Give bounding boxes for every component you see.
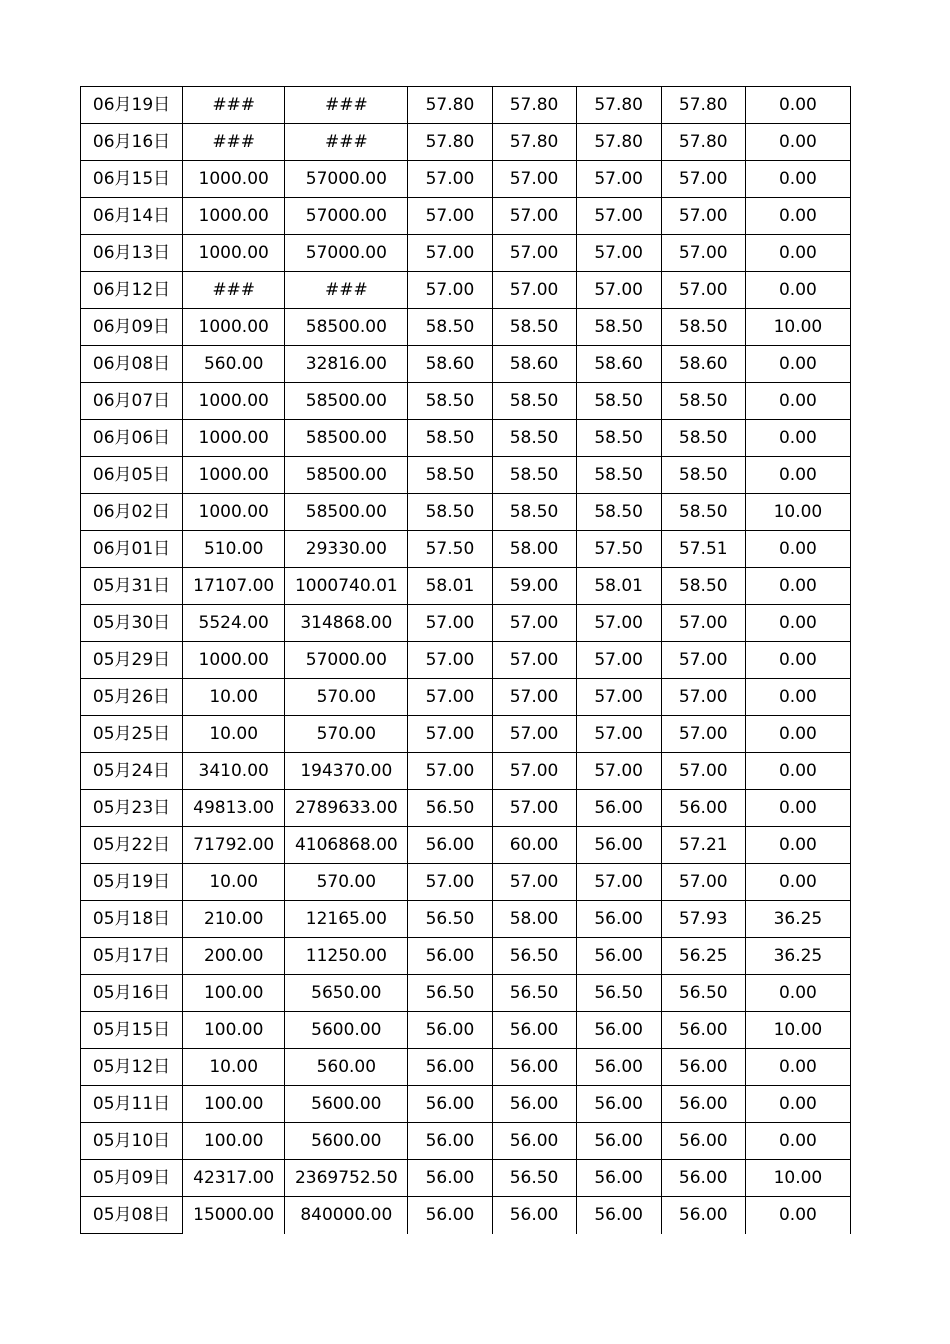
close-cell: 57.93 — [661, 901, 745, 938]
amount-cell: 32816.00 — [285, 346, 408, 383]
low-cell: 57.00 — [576, 753, 661, 790]
amount-cell: 5650.00 — [285, 975, 408, 1012]
amount-cell: ### — [285, 124, 408, 161]
volume-cell: 1000.00 — [183, 161, 285, 198]
date-cell: 05月29日 — [81, 642, 183, 679]
volume-cell: 200.00 — [183, 938, 285, 975]
amount-cell: ### — [285, 87, 408, 124]
close-cell: 58.50 — [661, 420, 745, 457]
high-cell: 56.00 — [492, 1123, 576, 1160]
table-row — [81, 753, 851, 790]
close-cell: 57.00 — [661, 716, 745, 753]
table-row — [81, 716, 851, 753]
low-cell: 57.00 — [576, 198, 661, 235]
volume-cell: 17107.00 — [183, 568, 285, 605]
close-cell: 56.00 — [661, 1086, 745, 1123]
high-cell: 57.80 — [492, 124, 576, 161]
change-cell: 0.00 — [745, 1086, 850, 1123]
close-cell: 58.50 — [661, 457, 745, 494]
table-row — [81, 790, 851, 827]
low-cell: 57.00 — [576, 679, 661, 716]
close-cell: 58.50 — [661, 383, 745, 420]
close-cell: 56.50 — [661, 975, 745, 1012]
change-cell: 0.00 — [745, 753, 850, 790]
open-cell: 58.60 — [408, 346, 492, 383]
open-cell: 57.00 — [408, 864, 492, 901]
high-cell: 58.50 — [492, 420, 576, 457]
open-cell: 56.50 — [408, 975, 492, 1012]
table-row — [81, 901, 851, 938]
high-cell: 57.00 — [492, 272, 576, 309]
change-cell: 0.00 — [745, 605, 850, 642]
volume-cell: 1000.00 — [183, 235, 285, 272]
volume-cell: 1000.00 — [183, 383, 285, 420]
amount-cell: 11250.00 — [285, 938, 408, 975]
table-row — [81, 272, 851, 309]
amount-cell: 840000.00 — [285, 1197, 408, 1234]
low-cell: 58.50 — [576, 309, 661, 346]
change-cell: 0.00 — [745, 642, 850, 679]
close-cell: 57.00 — [661, 864, 745, 901]
date-cell: 05月11日 — [81, 1086, 183, 1123]
amount-cell: 570.00 — [285, 716, 408, 753]
low-cell: 57.00 — [576, 161, 661, 198]
amount-cell: 29330.00 — [285, 531, 408, 568]
low-cell: 57.80 — [576, 87, 661, 124]
date-cell: 06月07日 — [81, 383, 183, 420]
table-row — [81, 420, 851, 457]
volume-cell: ### — [183, 272, 285, 309]
high-cell: 56.50 — [492, 1160, 576, 1197]
amount-cell: 194370.00 — [285, 753, 408, 790]
close-cell: 58.50 — [661, 568, 745, 605]
open-cell: 57.50 — [408, 531, 492, 568]
date-cell: 05月31日 — [81, 568, 183, 605]
change-cell: 0.00 — [745, 272, 850, 309]
table-row — [81, 457, 851, 494]
volume-cell: 100.00 — [183, 1123, 285, 1160]
change-cell: 0.00 — [745, 420, 850, 457]
date-cell: 06月13日 — [81, 235, 183, 272]
table-row — [81, 87, 851, 124]
date-cell: 05月30日 — [81, 605, 183, 642]
open-cell: 57.80 — [408, 124, 492, 161]
table-row — [81, 605, 851, 642]
change-cell: 0.00 — [745, 864, 850, 901]
low-cell: 57.00 — [576, 235, 661, 272]
date-cell: 05月12日 — [81, 1049, 183, 1086]
amount-cell: 58500.00 — [285, 457, 408, 494]
date-cell: 05月16日 — [81, 975, 183, 1012]
table-row — [81, 346, 851, 383]
change-cell: 0.00 — [745, 1197, 850, 1234]
low-cell: 56.00 — [576, 1197, 661, 1234]
open-cell: 57.80 — [408, 87, 492, 124]
open-cell: 56.00 — [408, 1012, 492, 1049]
close-cell: 57.00 — [661, 198, 745, 235]
date-cell: 06月05日 — [81, 457, 183, 494]
table-row — [81, 235, 851, 272]
date-cell: 05月25日 — [81, 716, 183, 753]
volume-cell: 1000.00 — [183, 309, 285, 346]
amount-cell: 560.00 — [285, 1049, 408, 1086]
open-cell: 57.00 — [408, 605, 492, 642]
open-cell: 57.00 — [408, 198, 492, 235]
volume-cell: 71792.00 — [183, 827, 285, 864]
change-cell: 0.00 — [745, 1123, 850, 1160]
low-cell: 58.50 — [576, 457, 661, 494]
close-cell: 57.51 — [661, 531, 745, 568]
amount-cell: 5600.00 — [285, 1086, 408, 1123]
table-row — [81, 938, 851, 975]
amount-cell: 57000.00 — [285, 198, 408, 235]
change-cell: 0.00 — [745, 790, 850, 827]
amount-cell: 57000.00 — [285, 642, 408, 679]
open-cell: 58.50 — [408, 457, 492, 494]
amount-cell: 314868.00 — [285, 605, 408, 642]
table-row — [81, 1160, 851, 1197]
open-cell: 56.00 — [408, 1049, 492, 1086]
low-cell: 58.01 — [576, 568, 661, 605]
table-row — [81, 1197, 851, 1234]
change-cell: 0.00 — [745, 679, 850, 716]
date-cell: 05月19日 — [81, 864, 183, 901]
close-cell: 57.00 — [661, 605, 745, 642]
close-cell: 56.00 — [661, 790, 745, 827]
high-cell: 58.50 — [492, 494, 576, 531]
trading-data-table — [80, 86, 851, 1234]
close-cell: 58.50 — [661, 309, 745, 346]
volume-cell: 3410.00 — [183, 753, 285, 790]
close-cell: 57.80 — [661, 87, 745, 124]
open-cell: 57.00 — [408, 642, 492, 679]
table-row — [81, 1123, 851, 1160]
volume-cell: 15000.00 — [183, 1197, 285, 1234]
date-cell: 06月09日 — [81, 309, 183, 346]
low-cell: 57.80 — [576, 124, 661, 161]
change-cell: 10.00 — [745, 1160, 850, 1197]
amount-cell: 5600.00 — [285, 1123, 408, 1160]
high-cell: 56.00 — [492, 1197, 576, 1234]
volume-cell: 560.00 — [183, 346, 285, 383]
table-row — [81, 864, 851, 901]
close-cell: 57.00 — [661, 235, 745, 272]
change-cell: 36.25 — [745, 938, 850, 975]
high-cell: 56.50 — [492, 975, 576, 1012]
low-cell: 56.00 — [576, 827, 661, 864]
amount-cell: 58500.00 — [285, 494, 408, 531]
high-cell: 57.00 — [492, 753, 576, 790]
amount-cell: 12165.00 — [285, 901, 408, 938]
open-cell: 56.00 — [408, 1123, 492, 1160]
date-cell: 06月15日 — [81, 161, 183, 198]
close-cell: 57.00 — [661, 272, 745, 309]
low-cell: 57.00 — [576, 642, 661, 679]
date-cell: 06月02日 — [81, 494, 183, 531]
volume-cell: 1000.00 — [183, 420, 285, 457]
high-cell: 58.00 — [492, 531, 576, 568]
low-cell: 56.00 — [576, 1123, 661, 1160]
open-cell: 57.00 — [408, 753, 492, 790]
date-cell: 05月22日 — [81, 827, 183, 864]
low-cell: 56.00 — [576, 1086, 661, 1123]
high-cell: 57.00 — [492, 161, 576, 198]
change-cell: 0.00 — [745, 1049, 850, 1086]
amount-cell: 4106868.00 — [285, 827, 408, 864]
volume-cell: 210.00 — [183, 901, 285, 938]
high-cell: 57.00 — [492, 679, 576, 716]
change-cell: 10.00 — [745, 1012, 850, 1049]
high-cell: 56.00 — [492, 1086, 576, 1123]
high-cell: 57.00 — [492, 198, 576, 235]
change-cell: 0.00 — [745, 124, 850, 161]
high-cell: 57.00 — [492, 790, 576, 827]
table-row — [81, 309, 851, 346]
high-cell: 58.50 — [492, 309, 576, 346]
high-cell: 57.00 — [492, 716, 576, 753]
volume-cell: 5524.00 — [183, 605, 285, 642]
change-cell: 0.00 — [745, 975, 850, 1012]
high-cell: 57.00 — [492, 235, 576, 272]
low-cell: 56.00 — [576, 1049, 661, 1086]
change-cell: 0.00 — [745, 346, 850, 383]
date-cell: 05月23日 — [81, 790, 183, 827]
open-cell: 57.00 — [408, 272, 492, 309]
change-cell: 0.00 — [745, 198, 850, 235]
open-cell: 58.50 — [408, 420, 492, 457]
open-cell: 56.00 — [408, 827, 492, 864]
change-cell: 0.00 — [745, 716, 850, 753]
close-cell: 57.00 — [661, 161, 745, 198]
date-cell: 05月15日 — [81, 1012, 183, 1049]
close-cell: 56.00 — [661, 1012, 745, 1049]
volume-cell: 10.00 — [183, 679, 285, 716]
date-cell: 06月16日 — [81, 124, 183, 161]
table-row — [81, 494, 851, 531]
amount-cell: 570.00 — [285, 679, 408, 716]
low-cell: 57.00 — [576, 864, 661, 901]
high-cell: 58.50 — [492, 457, 576, 494]
table-row — [81, 827, 851, 864]
open-cell: 56.00 — [408, 1086, 492, 1123]
low-cell: 56.50 — [576, 975, 661, 1012]
amount-cell: ### — [285, 272, 408, 309]
date-cell: 06月19日 — [81, 87, 183, 124]
low-cell: 57.00 — [576, 716, 661, 753]
close-cell: 56.00 — [661, 1123, 745, 1160]
open-cell: 58.50 — [408, 383, 492, 420]
date-cell: 06月14日 — [81, 198, 183, 235]
amount-cell: 57000.00 — [285, 235, 408, 272]
table-row — [81, 383, 851, 420]
amount-cell: 58500.00 — [285, 420, 408, 457]
open-cell: 57.00 — [408, 235, 492, 272]
low-cell: 56.00 — [576, 938, 661, 975]
close-cell: 58.50 — [661, 494, 745, 531]
date-cell: 05月26日 — [81, 679, 183, 716]
change-cell: 0.00 — [745, 235, 850, 272]
table-row — [81, 975, 851, 1012]
table-row — [81, 568, 851, 605]
low-cell: 56.00 — [576, 790, 661, 827]
close-cell: 56.00 — [661, 1049, 745, 1086]
amount-cell: 1000740.01 — [285, 568, 408, 605]
table-row — [81, 124, 851, 161]
table-row — [81, 198, 851, 235]
change-cell: 0.00 — [745, 531, 850, 568]
close-cell: 56.25 — [661, 938, 745, 975]
high-cell: 58.00 — [492, 901, 576, 938]
open-cell: 56.50 — [408, 790, 492, 827]
date-cell: 05月18日 — [81, 901, 183, 938]
open-cell: 57.00 — [408, 679, 492, 716]
date-cell: 05月17日 — [81, 938, 183, 975]
change-cell: 0.00 — [745, 827, 850, 864]
low-cell: 58.50 — [576, 383, 661, 420]
volume-cell: 1000.00 — [183, 494, 285, 531]
change-cell: 0.00 — [745, 87, 850, 124]
high-cell: 57.00 — [492, 864, 576, 901]
volume-cell: 100.00 — [183, 1012, 285, 1049]
open-cell: 58.50 — [408, 494, 492, 531]
high-cell: 58.50 — [492, 383, 576, 420]
amount-cell: 58500.00 — [285, 383, 408, 420]
date-cell: 06月08日 — [81, 346, 183, 383]
open-cell: 57.00 — [408, 161, 492, 198]
date-cell: 06月12日 — [81, 272, 183, 309]
table-row — [81, 1086, 851, 1123]
date-cell: 05月09日 — [81, 1160, 183, 1197]
table-row — [81, 642, 851, 679]
open-cell: 56.50 — [408, 901, 492, 938]
date-cell: 06月06日 — [81, 420, 183, 457]
low-cell: 58.50 — [576, 420, 661, 457]
open-cell: 56.00 — [408, 938, 492, 975]
date-cell: 05月24日 — [81, 753, 183, 790]
change-cell: 0.00 — [745, 568, 850, 605]
high-cell: 56.00 — [492, 1012, 576, 1049]
amount-cell: 57000.00 — [285, 161, 408, 198]
low-cell: 57.00 — [576, 272, 661, 309]
close-cell: 56.00 — [661, 1160, 745, 1197]
high-cell: 57.00 — [492, 605, 576, 642]
close-cell: 57.00 — [661, 642, 745, 679]
high-cell: 56.50 — [492, 938, 576, 975]
volume-cell: ### — [183, 124, 285, 161]
low-cell: 57.00 — [576, 605, 661, 642]
low-cell: 56.00 — [576, 1012, 661, 1049]
amount-cell: 2789633.00 — [285, 790, 408, 827]
amount-cell: 570.00 — [285, 864, 408, 901]
table-row — [81, 1012, 851, 1049]
close-cell: 58.60 — [661, 346, 745, 383]
table-row — [81, 531, 851, 568]
open-cell: 58.01 — [408, 568, 492, 605]
open-cell: 56.00 — [408, 1160, 492, 1197]
volume-cell: 49813.00 — [183, 790, 285, 827]
close-cell: 57.00 — [661, 679, 745, 716]
close-cell: 57.21 — [661, 827, 745, 864]
volume-cell: 42317.00 — [183, 1160, 285, 1197]
high-cell: 58.60 — [492, 346, 576, 383]
high-cell: 57.00 — [492, 642, 576, 679]
volume-cell: 1000.00 — [183, 198, 285, 235]
change-cell: 36.25 — [745, 901, 850, 938]
date-cell: 05月10日 — [81, 1123, 183, 1160]
open-cell: 57.00 — [408, 716, 492, 753]
open-cell: 56.00 — [408, 1197, 492, 1234]
high-cell: 60.00 — [492, 827, 576, 864]
close-cell: 57.00 — [661, 753, 745, 790]
volume-cell: 1000.00 — [183, 457, 285, 494]
close-cell: 56.00 — [661, 1197, 745, 1234]
volume-cell: 1000.00 — [183, 642, 285, 679]
volume-cell: 10.00 — [183, 864, 285, 901]
change-cell: 0.00 — [745, 383, 850, 420]
table-row — [81, 679, 851, 716]
date-cell: 05月08日 — [81, 1197, 183, 1234]
amount-cell: 5600.00 — [285, 1012, 408, 1049]
table-body — [81, 87, 851, 1234]
change-cell: 0.00 — [745, 457, 850, 494]
low-cell: 56.00 — [576, 1160, 661, 1197]
low-cell: 56.00 — [576, 901, 661, 938]
high-cell: 56.00 — [492, 1049, 576, 1086]
date-cell: 06月01日 — [81, 531, 183, 568]
volume-cell: 10.00 — [183, 1049, 285, 1086]
change-cell: 10.00 — [745, 494, 850, 531]
low-cell: 58.60 — [576, 346, 661, 383]
change-cell: 0.00 — [745, 161, 850, 198]
close-cell: 57.80 — [661, 124, 745, 161]
open-cell: 58.50 — [408, 309, 492, 346]
volume-cell: 510.00 — [183, 531, 285, 568]
change-cell: 10.00 — [745, 309, 850, 346]
low-cell: 58.50 — [576, 494, 661, 531]
high-cell: 59.00 — [492, 568, 576, 605]
volume-cell: 10.00 — [183, 716, 285, 753]
volume-cell: ### — [183, 87, 285, 124]
volume-cell: 100.00 — [183, 1086, 285, 1123]
volume-cell: 100.00 — [183, 975, 285, 1012]
table-row — [81, 161, 851, 198]
amount-cell: 58500.00 — [285, 309, 408, 346]
table-row — [81, 1049, 851, 1086]
amount-cell: 2369752.50 — [285, 1160, 408, 1197]
high-cell: 57.80 — [492, 87, 576, 124]
low-cell: 57.50 — [576, 531, 661, 568]
